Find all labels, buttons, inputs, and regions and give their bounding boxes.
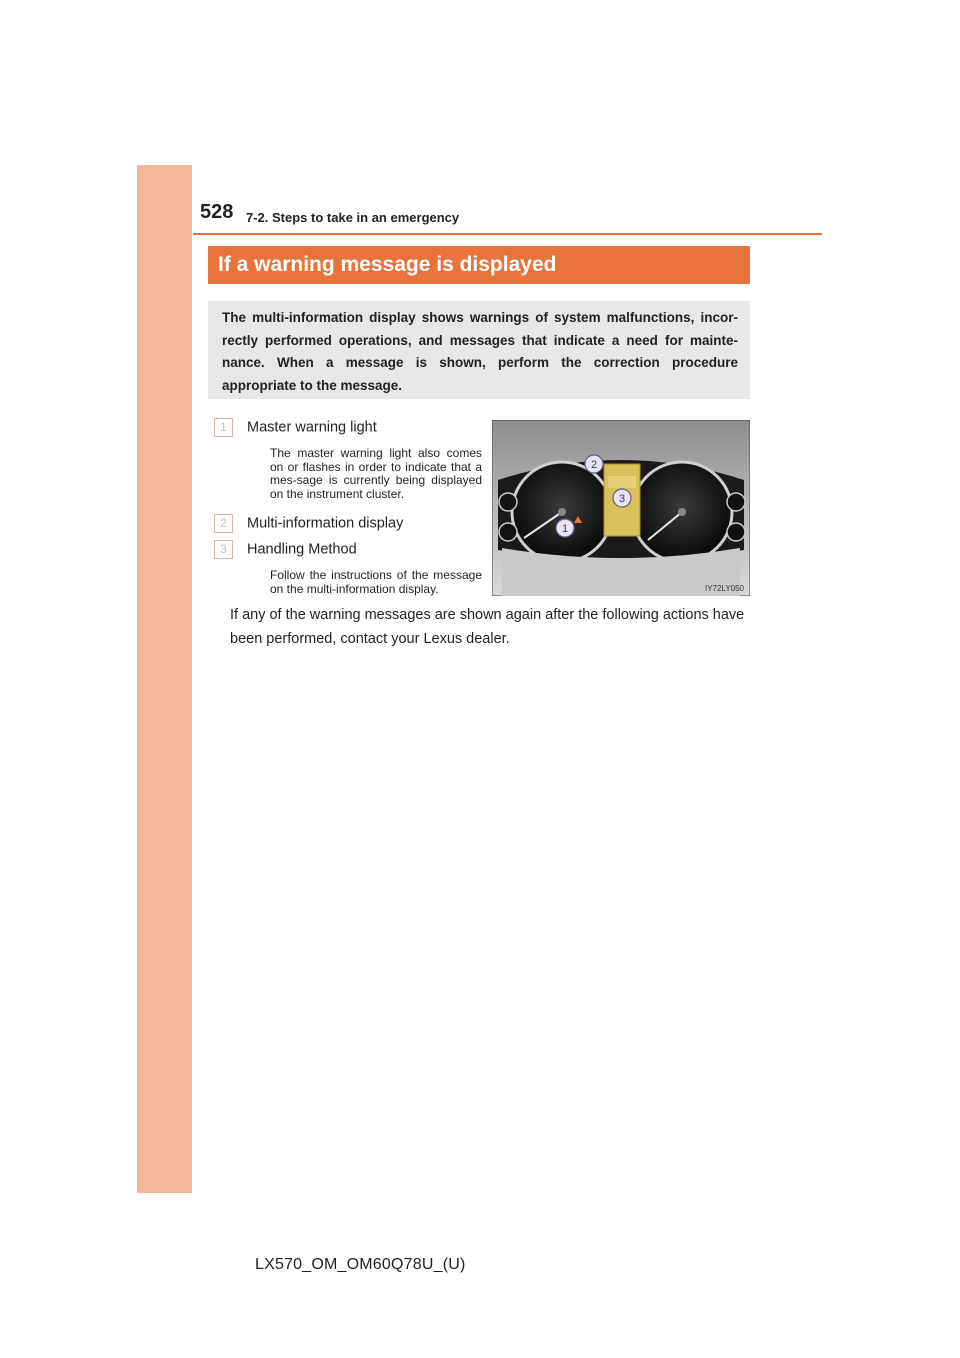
item-number: 1 <box>214 418 233 437</box>
page-title: If a warning message is displayed <box>208 246 750 284</box>
section-title: 7-2. Steps to take in an emergency <box>246 210 460 225</box>
header-divider <box>193 233 822 235</box>
document-footer-id: LX570_OM_OM60Q78U_(U) <box>255 1256 466 1273</box>
list-item-handling-method <box>214 540 357 559</box>
item-label: Multi-information display <box>247 515 404 532</box>
item-description: The master warning light also comes on or flashes in order to indicate that a mes-sage is currently being displayed on the instrument cluster. <box>270 446 482 501</box>
intro-box: The multi-information display shows warnings of system malfunctions, incor-rectly performed operations, and messages that indicate a need for mainte-nance. When a message is shown, perform the correction procedure appropriate to the message. <box>208 301 750 399</box>
figure-code: IY72LY050 <box>705 584 744 593</box>
body-paragraph: If any of the warning messages are shown again after the following actions have been performed, contact your Lexus dealer. <box>230 607 745 647</box>
item-label: Handling Method <box>247 541 357 558</box>
item-number: 2 <box>214 514 233 533</box>
item-number: 3 <box>214 540 233 559</box>
figure-callout-2: 2 <box>590 459 598 471</box>
list-item-master-warning <box>214 418 377 437</box>
side-tab-strip <box>137 165 192 1193</box>
figure-callout-3: 3 <box>618 493 626 505</box>
item-label: Master warning light <box>247 419 377 436</box>
page-number: 528 <box>200 201 234 223</box>
instrument-cluster-illustration <box>492 420 750 596</box>
figure-callout-1: 1 <box>561 523 569 535</box>
list-item-multi-info-display <box>214 514 403 533</box>
item-description: Follow the instructions of the message on the multi-information display. <box>270 568 482 596</box>
